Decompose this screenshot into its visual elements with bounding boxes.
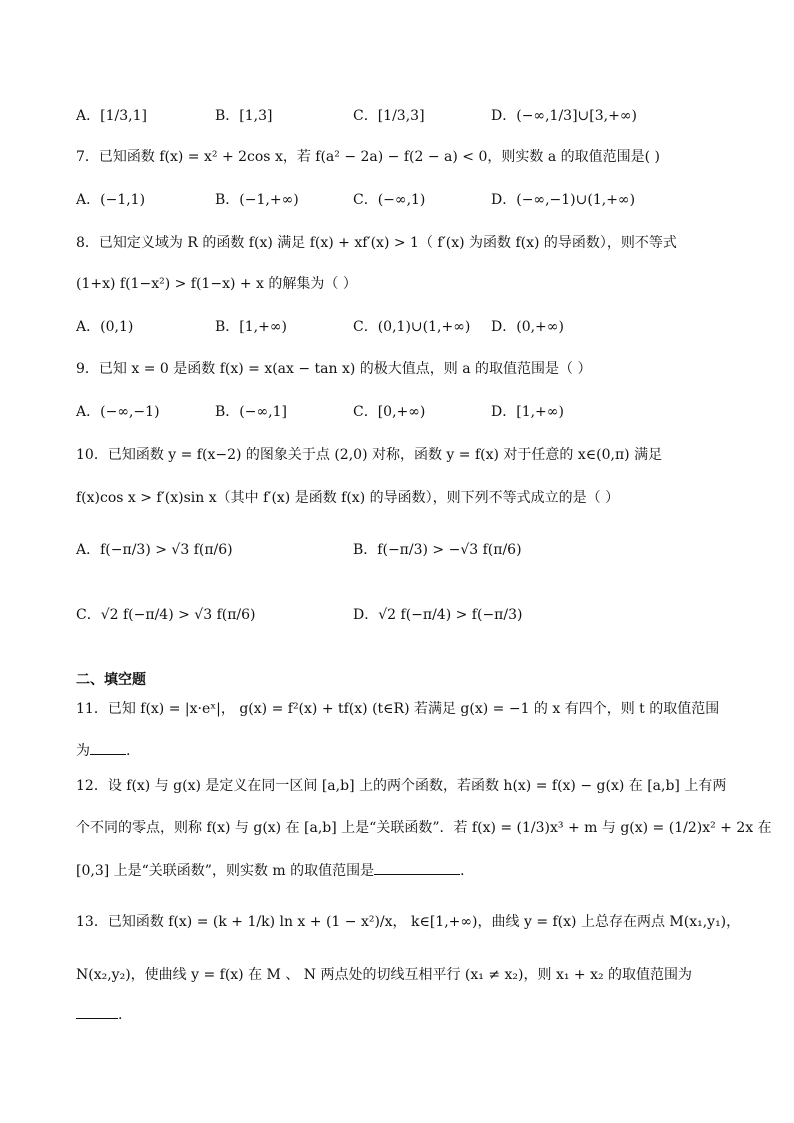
- q9-stem: 9．已知 x = 0 是函数 f(x) = x(ax − tan x) 的极大值点，则 a 的取值范围是（ ）: [76, 361, 592, 377]
- option-text: f(−π/3) > −√3 f(π/6): [377, 542, 522, 558]
- q6-option-a: [76, 106, 147, 126]
- option-text: √2 f(−π/4) > √3 f(π/6): [100, 607, 256, 623]
- option-label: B．: [215, 404, 240, 420]
- q10-stem-line2: f(x)cos x > f′(x)sin x（其中 f′(x) 是函数 f(x) 的导函数），则下列不等式成立的是（ ）: [76, 490, 620, 506]
- option-label: A．: [76, 192, 101, 208]
- q11-line2-text: 为: [76, 743, 90, 759]
- q7-option-c: [353, 190, 425, 210]
- option-label: C．: [76, 607, 101, 623]
- option-label: D．: [491, 319, 517, 335]
- option-text: (−∞,1]: [239, 404, 287, 420]
- q7-stem: 7．已知函数 f(x) = x² + 2cos x，若 f(a² − 2a) − f(2 − a) < 0，则实数 a 的取值范围是( ): [76, 149, 661, 165]
- option-text: (−∞,1): [377, 192, 426, 208]
- q13-line1: 13．已知函数 f(x) = (k + 1/k) ln x + (1 − x²)/x， k∈[1,+∞)，曲线 y = f(x) 上总存在两点 M(x₁,y₁)，: [76, 914, 741, 930]
- q10-option-a: [76, 540, 233, 560]
- q6-option-c: [353, 106, 425, 126]
- q8-option-d: [491, 317, 564, 337]
- option-label: D．: [491, 108, 517, 124]
- q9-option-d: [491, 402, 564, 422]
- q12-line3-text: [0,3] 上是“关联函数”，则实数 m 的取值范围是: [76, 863, 375, 879]
- option-text: [1/3,3]: [377, 108, 425, 124]
- option-text: (0,1)∪(1,+∞): [377, 319, 471, 335]
- answer-blank[interactable]: [374, 860, 460, 875]
- q8-stem-line2: (1+x) f(1−x²) > f(1−x) + x 的解集为（ ）: [76, 276, 357, 292]
- answer-blank[interactable]: [76, 1004, 118, 1019]
- option-label: B．: [215, 192, 240, 208]
- q9-option-a: [76, 402, 160, 422]
- q12-line3-end: ．: [460, 863, 475, 879]
- option-text: (0,+∞): [516, 319, 564, 335]
- q10-stem-line1: 10．已知函数 y = f(x−2) 的图象关于点 (2,0) 对称，函数 y = f(x) 对于任意的 x∈(0,π) 满足: [76, 447, 663, 463]
- q12-line2: 个不同的零点，则称 f(x) 与 g(x) 在 [a,b] 上是“关联函数”．若 f(x) = (1/3)x³ + m 与 g(x) = (1/2)x² + 2x 在: [76, 820, 772, 836]
- option-label: C．: [353, 192, 378, 208]
- q11-line1: 11．已知 f(x) = |x·eˣ|， g(x) = f²(x) + tf(x) (t∈R) 若满足 g(x) = −1 的 x 有四个，则 t 的取值范围: [76, 701, 720, 717]
- answer-blank[interactable]: [90, 740, 126, 755]
- option-label: A．: [76, 319, 101, 335]
- q13-line3: [76, 1004, 122, 1025]
- q8-option-a: [76, 317, 133, 337]
- q8-option-b: [215, 317, 287, 337]
- option-label: B．: [215, 319, 240, 335]
- option-text: f(−π/3) > √3 f(π/6): [100, 542, 233, 558]
- q11-line2-end: .: [126, 743, 131, 759]
- q10-option-d: [353, 605, 522, 625]
- option-label: D．: [491, 192, 517, 208]
- q7-option-a: [76, 190, 145, 210]
- section-title: 二、填空题: [76, 672, 146, 688]
- option-label: D．: [491, 404, 517, 420]
- option-label: D．: [353, 607, 379, 623]
- option-text: [0,+∞): [377, 404, 426, 420]
- q8-option-c: [353, 317, 470, 337]
- q13-line2: N(x₂,y₂)，使曲线 y = f(x) 在 M 、 N 两点处的切线互相平行 (x₁ ≠ x₂)，则 x₁ + x₂ 的取值范围为: [76, 967, 693, 983]
- option-label: A．: [76, 108, 101, 124]
- q11-line2: [76, 740, 130, 761]
- q9-option-b: [215, 402, 287, 422]
- option-text: (−∞,−1): [100, 404, 160, 420]
- q7-option-b: [215, 190, 299, 210]
- option-text: (−1,+∞): [239, 192, 299, 208]
- q6-option-b: [215, 106, 273, 126]
- q7-option-d: [491, 190, 635, 210]
- option-label: C．: [353, 404, 378, 420]
- q12-line3: [76, 860, 474, 881]
- q12-line1: 12．设 f(x) 与 g(x) 是定义在同一区间 [a,b] 上的两个函数，若函数 h(x) = f(x) − g(x) 在 [a,b] 上有两: [76, 778, 727, 794]
- option-text: √2 f(−π/4) > f(−π/3): [378, 607, 523, 623]
- option-label: B．: [215, 108, 240, 124]
- option-label: B．: [353, 542, 378, 558]
- option-text: [1,+∞): [516, 404, 564, 420]
- q10-option-b: [353, 540, 522, 560]
- option-label: A．: [76, 542, 101, 558]
- option-text: (−1,1): [100, 192, 146, 208]
- q9-option-c: [353, 402, 425, 422]
- option-text: [1,+∞): [239, 319, 287, 335]
- option-label: A．: [76, 404, 101, 420]
- option-text: (0,1): [100, 319, 134, 335]
- q8-stem-line1: 8．已知定义域为 R 的函数 f(x) 满足 f(x) + xf′(x) > 1（ f′(x) 为函数 f(x) 的导函数），则不等式: [76, 235, 677, 251]
- q6-option-d: [491, 106, 637, 126]
- q10-option-c: [76, 605, 256, 625]
- option-text: (−∞,1/3]∪[3,+∞): [516, 108, 637, 124]
- option-text: [1/3,1]: [100, 108, 147, 124]
- option-text: [1,3]: [239, 108, 273, 124]
- q13-line3-end: .: [118, 1007, 123, 1023]
- option-label: C．: [353, 108, 378, 124]
- option-label: C．: [353, 319, 378, 335]
- option-text: (−∞,−1)∪(1,+∞): [516, 192, 636, 208]
